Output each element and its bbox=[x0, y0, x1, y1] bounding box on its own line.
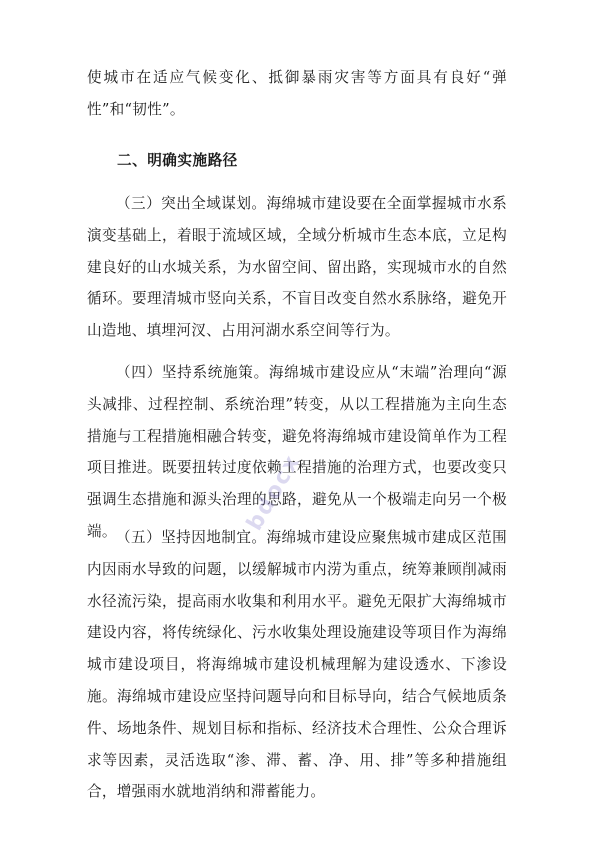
paragraph-5: （五）坚持因地制宜。海绵城市建设应聚焦城市建成区范围内因雨水导致的问题，以缓解城市内涝为重点，统筹兼顾削减雨水径流污染，提高雨水收集和利用水平。避免无限扩大海绵城市建设内容，将传统绿化、污水收集处理设施建设等项目作为海绵城市建设项目，将海绵城市建设机械理解为建设透水、下渗设施。海绵城市建设应坚持问题导向和目标导向，结合气候地质条件、场地条件、规划目标和指标、经济技术合理性、公众合理诉求等因素，灵活选取“渗、滞、蓄、净、用、排”等多种措施组合，增强雨水就地消纳和滞蓄能力。 bbox=[87, 529, 507, 801]
watermark: bdocx bbox=[242, 449, 306, 536]
paragraph-intro: 使城市在适应气候变化、抵御暴雨灾害等方面具有良好“弹性”和“韧性”。 bbox=[87, 69, 507, 118]
paragraph-4: （四）坚持系统施策。海绵城市建设应从“末端”治理向“源头减排、过程控制、系统治理”转变，从以工程措施为主向生态措施与工程措施相融合转变，避免将海绵城市建设简单作为工程项目推进。既要扭转过度依赖工程措施的治理方式，也要改变只强调生态措施和源头治理的思路，避免从一个极端走向另一个极端。 bbox=[87, 364, 507, 540]
paragraph-3: （三）突出全域谋划。海绵城市建设要在全面掌握城市水系演变基础上，着眼于流域区域，全域分析城市生态本底，立足构建良好的山水城关系，为水留空间、留出路，实现城市水的自然循环。要理清城市竖向关系，不盲目改变自然水系脉络，避免开山造地、填埋河汊、占用河湖水系空间等行为。 bbox=[87, 195, 507, 340]
section-heading: 二、明确实施路径 bbox=[117, 152, 238, 169]
